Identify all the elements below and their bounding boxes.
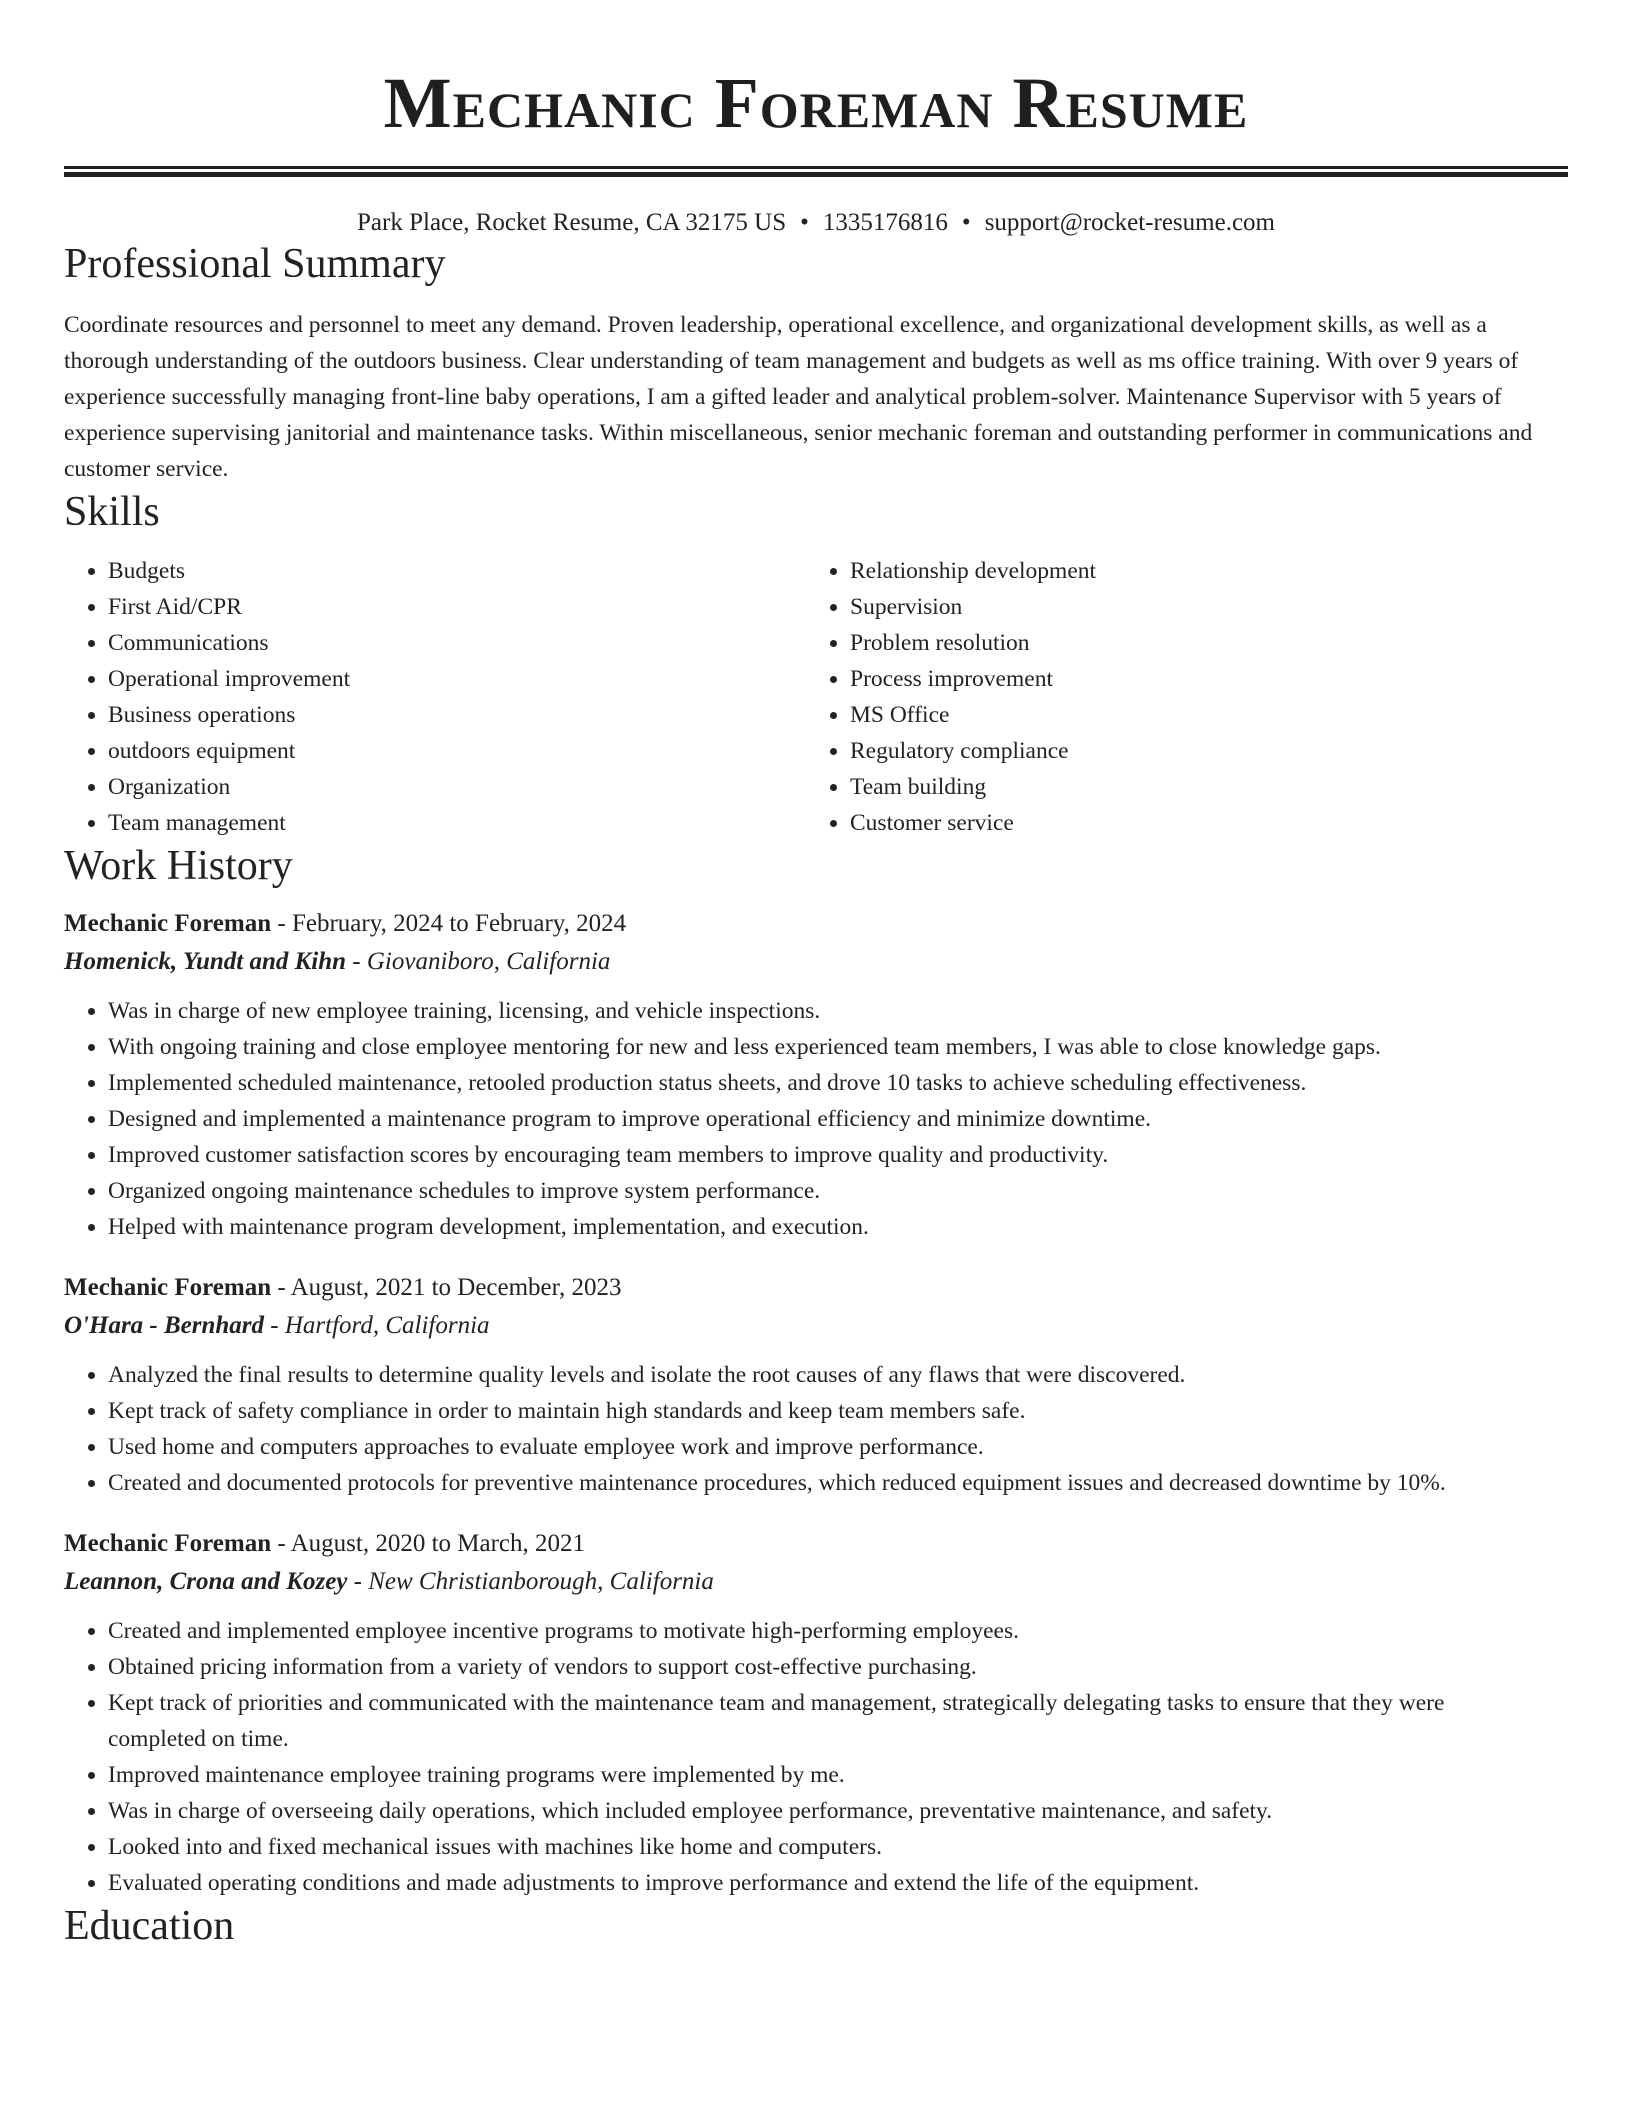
job-location: - Giovaniboro, California [346, 948, 611, 975]
summary-text: Coordinate resources and personnel to meet any demand. Proven leadership, operational excellence, and organizational development skills, as well as a thorough understanding of the outdoors business. Clear understanding of team management and budgets as well as ms office training. With over 9 years of experience successfully managing front-line baby operations, I am a gifted leader and analytical problem-solver. Maintenance Supervisor with 5 years of experience supervising janitorial and maintenance tasks. Within miscellaneous, senior mechanic foreman and outstanding performer in communications and customer service. [64, 312, 1533, 482]
job-location: - New Christianborough, California [347, 1568, 714, 1595]
job-bullet: • Obtained pricing information from a variety of vendors to support cost-effective purchasing. [108, 1649, 1568, 1685]
skill-item: • Process improvement [850, 661, 1548, 697]
contact-separator: • [800, 209, 809, 236]
work-history-heading: Work History [64, 843, 293, 889]
job-entry [64, 1269, 1568, 1501]
skills-heading: Skills [64, 489, 160, 535]
skill-item: • Business operations [108, 697, 806, 733]
skill-item: • Relationship development [850, 553, 1548, 589]
skill-item: • First Aid/CPR [108, 589, 806, 625]
job-company-line [64, 1563, 1568, 1601]
job-bullet: • Evaluated operating conditions and made adjustments to improve performance and extend the life of the equipment. [108, 1865, 1568, 1901]
job-bullets [64, 993, 1568, 1245]
education-heading: Education [64, 1903, 235, 1949]
skill-item: • MS Office [850, 697, 1548, 733]
job-bullet: • Improved maintenance employee training programs were implemented by me. [108, 1757, 1568, 1793]
contact-phone: 1335176816 [822, 209, 948, 236]
job-company-line [64, 943, 1568, 981]
job-company: Leannon, Crona and Kozey [64, 1568, 348, 1595]
skill-item: • Team management [108, 805, 806, 841]
job-title: Mechanic Foreman [64, 1274, 272, 1301]
skill-item: • Problem resolution [850, 625, 1548, 661]
job-bullet: • Analyzed the final results to determine quality levels and isolate the root causes of any flaws that were discovered. [108, 1357, 1568, 1393]
job-dates: - August, 2021 to December, 2023 [271, 1274, 622, 1301]
job-entry [64, 905, 1568, 1245]
job-location: - Hartford, California [264, 1312, 490, 1339]
job-bullet: • With ongoing training and close employee mentoring for new and less experienced team members, I was able to close knowledge gaps. [108, 1029, 1568, 1065]
contact-separator: • [961, 209, 971, 236]
job-bullet: • Looked into and fixed mechanical issues with machines like home and computers. [108, 1829, 1568, 1865]
job-title: Mechanic Foreman [64, 910, 272, 937]
job-bullet: • Kept track of priorities and communicated with the maintenance team and management, strategically delegating tasks to ensure that they were completed on time. [108, 1685, 1568, 1757]
skills-list [64, 553, 1568, 841]
job-bullet: • Was in charge of overseeing daily operations, which included employee performance, preventative maintenance, and safety. [108, 1793, 1568, 1829]
contact-email: support@rocket-resume.com [984, 209, 1275, 236]
resume-page [64, 0, 1568, 1951]
job-bullet: • Helped with maintenance program development, implementation, and execution. [108, 1209, 1568, 1245]
job-company: O'Hara - Bernhard [64, 1312, 265, 1339]
job-title-line [64, 1269, 1568, 1307]
job-bullet: • Designed and implemented a maintenance program to improve operational efficiency and minimize downtime. [108, 1101, 1568, 1137]
job-bullet: • Was in charge of new employee training, licensing, and vehicle inspections. [108, 993, 1568, 1029]
skill-item: • Budgets [108, 553, 806, 589]
resume-title: Mechanic Foreman Resume [383, 63, 1249, 143]
summary-heading: Professional Summary [64, 241, 446, 287]
job-entry [64, 1525, 1568, 1901]
job-bullets [64, 1357, 1568, 1501]
job-title: Mechanic Foreman [64, 1530, 272, 1557]
job-bullet: • Implemented scheduled maintenance, retooled production status sheets, and drove 10 tasks to achieve scheduling effectiveness. [108, 1065, 1568, 1101]
job-company: Homenick, Yundt and Kihn [64, 948, 347, 975]
contact-address: Park Place, Rocket Resume, CA 32175 US [357, 209, 787, 236]
job-bullet: • Used home and computers approaches to evaluate employee work and improve performance. [108, 1429, 1568, 1465]
job-bullet: • Kept track of safety compliance in order to maintain high standards and keep team members safe. [108, 1393, 1568, 1429]
job-company-line [64, 1307, 1568, 1345]
job-bullet: • Created and documented protocols for preventive maintenance procedures, which reduced equipment issues and decreased downtime by 10%. [108, 1465, 1568, 1501]
skill-item: • Customer service [850, 805, 1548, 841]
skill-item: • Regulatory compliance [850, 733, 1548, 769]
contact-line [64, 207, 1568, 239]
skills-column-right [806, 553, 1548, 841]
job-bullet: • Improved customer satisfaction scores by encouraging team members to improve quality and productivity. [108, 1137, 1568, 1173]
skills-column-left [64, 553, 806, 841]
job-bullet: • Created and implemented employee incentive programs to motivate high-performing employees. [108, 1613, 1568, 1649]
job-dates: - August, 2020 to March, 2021 [271, 1530, 586, 1557]
job-bullets [64, 1613, 1568, 1901]
skill-item: • Operational improvement [108, 661, 806, 697]
skill-item: • Team building [850, 769, 1548, 805]
job-title-line [64, 1525, 1568, 1563]
skill-item: • Communications [108, 625, 806, 661]
title-divider [64, 166, 1568, 177]
skill-item: • Supervision [850, 589, 1548, 625]
skill-item: • outdoors equipment [108, 733, 806, 769]
skill-item: • Organization [108, 769, 806, 805]
job-bullet: • Organized ongoing maintenance schedules to improve system performance. [108, 1173, 1568, 1209]
job-title-line [64, 905, 1568, 943]
job-dates: - February, 2024 to February, 2024 [271, 910, 627, 937]
